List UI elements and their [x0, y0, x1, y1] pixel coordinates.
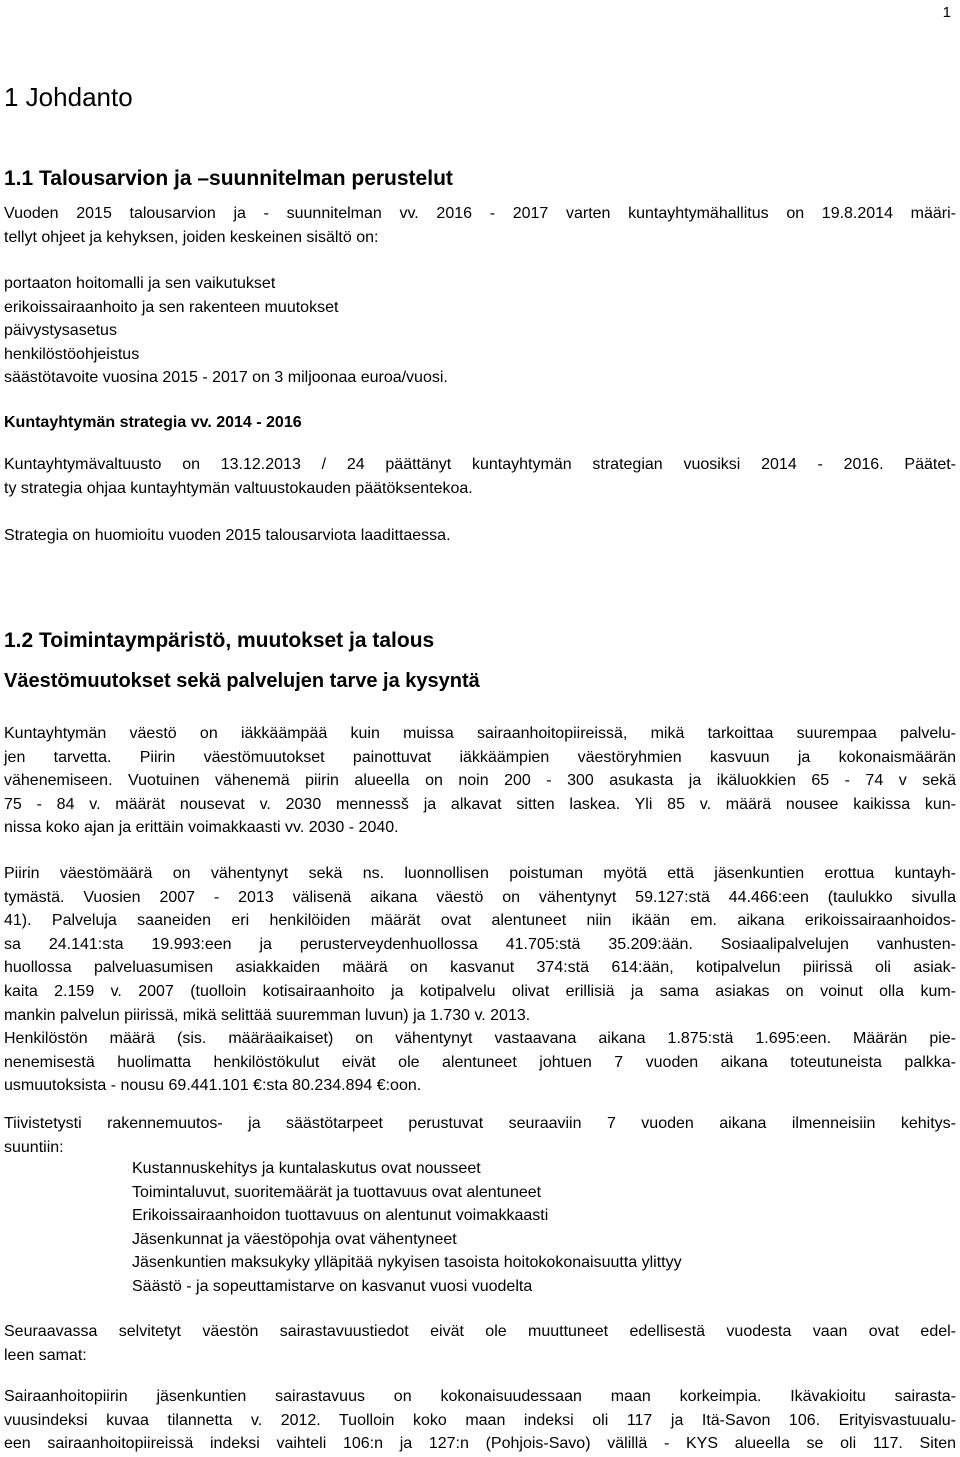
text-line: Seuraavassa selvitetyt väestön sairastavuustiedot eivät ole muuttuneet edellisestä vuodesta vaan ovat edel-: [4, 1323, 956, 1340]
text-line: vähenemiseen. Vuotuinen vähenemä piirin alueella on noin 200 - 300 asukasta ja ikäluokkien 65 - 74 v sekä: [4, 772, 956, 790]
text-line: 41). Palveluja saaneiden eri henkilöiden määrät ovat alentuneet niin ikään em. aikana erikoissairaanhoidos-: [4, 912, 956, 930]
list-item: säästötavoite vuosina 2015 - 2017 on 3 miljoonaa euroa/vuosi.: [4, 369, 448, 387]
text-line: vuusindeksi kuvaa tilannetta v. 2012. Tuolloin koko maan indeksi oli 117 ja Itä-Savon 106. Erityisvastuualu-: [4, 1411, 956, 1429]
text-line: een sairaanhoitopiireissä indeksi vaihteli 106:n ja 127:n (Pohjois-Savo) välillä - KYS alueella se oli 117. Siten: [4, 1435, 956, 1453]
list-item: päivystysasetus: [4, 322, 117, 340]
list-item: erikoissairaanhoito ja sen rakenteen muutokset: [4, 298, 339, 316]
text-line: usmuutoksista - nousu 69.441.101 €:sta 80.234.894 €:oon.: [4, 1077, 422, 1095]
section-heading-1-1: 1.1 Talousarvion ja –suunnitelman perustelut: [4, 167, 453, 190]
text-line: leen samat:: [4, 1346, 87, 1364]
strategy-paragraph: [4, 453, 956, 500]
text-line: jen tarvetta. Piirin väestömuutokset painottuvat iäkkäämpien väestöryhmien kasvuun ja kokonaismäärän: [4, 748, 956, 766]
list-item: Jäsenkuntien maksukyky ylläpitää nykyisen tasoista hoitokokonaisuutta ylittyy: [132, 1254, 682, 1272]
intro-paragraph: [4, 202, 956, 249]
list-item: Säästö - ja sopeuttamistarve on kasvanut vuosi vuodelta: [132, 1277, 533, 1295]
list-item: Jäsenkunnat ja väestöpohja ovat vähentyneet: [132, 1230, 457, 1248]
text-line: Piirin väestömäärä on vähentynyt sekä ns. luonnollisen poistuman myötä että jäsenkuntien erottua kuntayh-: [4, 865, 956, 882]
page-number: 1: [942, 4, 951, 21]
subsection-heading: Väestömuutokset sekä palvelujen tarve ja kysyntä: [4, 670, 480, 692]
text-line: Henkilöstön määrä (sis. määräaikaiset) on vähentynyt vastaavana aikana 1.875:stä 1.695:een. Määrän pie-: [4, 1030, 956, 1048]
morbidity-paragraph: [4, 1385, 956, 1456]
text-line: Tiivistetysti rakennemuutos- ja säästötarpeet perustuvat seuraaviin 7 vuoden aikana ilmenneisiin kehitys-: [4, 1115, 956, 1132]
text-line: mankin palvelun piirissä, mikä selittää suuremman luvun) ja 1.730 v. 2013.: [4, 1006, 531, 1024]
strategy-heading-text: Kuntayhtymän strategia vv. 2014 - 2016: [4, 414, 302, 431]
text-line: suuntiin:: [4, 1138, 64, 1156]
morbidity-intro-paragraph: [4, 1320, 956, 1367]
strategy-heading: [4, 411, 956, 435]
list-item: henkilöstöohjeistus: [4, 345, 140, 363]
list-item: Erikoissairaanhoidon tuottavuus on alentunut voimakkaasti: [132, 1207, 549, 1225]
trend-list: [4, 1157, 956, 1299]
list-item: Toimintaluvut, suoritemäärät ja tuottavuus ovat alentuneet: [132, 1183, 542, 1201]
text-line: nissa koko ajan ja erittäin voimakkaasti vv. 2030 - 2040.: [4, 819, 399, 837]
list-item: Kustannuskehitys ja kuntalaskutus ovat nousseet: [132, 1160, 481, 1177]
text-line: tellyt ohjeet ja kehyksen, joiden keskeinen sisältö on:: [4, 228, 379, 246]
chapter-heading: 1 Johdanto: [4, 82, 133, 112]
list-item: portaaton hoitomalli ja sen vaikutukset: [4, 275, 276, 292]
text-line: huollossa palveluasumisen asiakkaiden määrä on kasvanut 374:stä 614:ään, kotipalvelun piirissä oli asiak-: [4, 959, 956, 977]
text-line: Sairaanhoitopiirin jäsenkuntien sairastavuus on kokonaisuudessaan maan korkeimpia. Ikävakioitu sairasta-: [4, 1388, 956, 1405]
text-line: kaita 2.159 v. 2007 (tuolloin kotisairaanhoito ja kotipalvelu olivat erillisiä ja sama asiakas on voinut olla kum-: [4, 982, 956, 1000]
text-line: Strategia on huomioitu vuoden 2015 talousarviota laadittaessa.: [4, 527, 451, 544]
text-line: nenemisestä huolimatta henkilöstökulut eivät ole alentuneet johtuen 7 vuoden aikana toteutuneista palkka-: [4, 1053, 956, 1071]
section-heading-1-2: 1.2 Toimintaympäristö, muutokset ja talous: [4, 629, 435, 652]
text-line: 75 - 84 v. määrät nousevat v. 2030 mennessš ja alkavat sitten laskea. Yli 85 v. määrä nousee kaikissa kun-: [4, 795, 956, 813]
text-line: Kuntayhtymän väestö on iäkkäämpää kuin muissa sairaanhoitopiireissä, mikä tarkoittaa suurempaa palvelu-: [4, 725, 956, 742]
text-line: Vuoden 2015 talousarvion ja - suunnitelman vv. 2016 - 2017 varten kuntayhtymähallitus on 19.8.2014 määri-: [4, 205, 956, 222]
text-line: ty strategia ohjaa kuntayhtymän valtuustokauden päätöksentekoa.: [4, 479, 473, 497]
text-line: Kuntayhtymävaltuusto on 13.12.2013 / 24 päättänyt kuntayhtymän strategian vuosiksi 2014 - 2016. Päätet-: [4, 456, 956, 473]
text-line: tymästä. Vuosien 2007 - 2013 välisenä aikana väestö on vähentynyt 59.127:stä 44.466:een (taulukko sivulla: [4, 888, 956, 906]
population-decline-paragraph: [4, 862, 956, 1098]
population-paragraph: [4, 722, 956, 840]
strategy-note: [4, 524, 956, 548]
text-line: sa 24.141:sta 19.993:een ja perusterveydenhuollossa 41.705:stä 35.209:ään. Sosiaalipalvelujen vanhusten-: [4, 935, 956, 953]
summary-paragraph: [4, 1112, 956, 1159]
guideline-list: [4, 272, 956, 390]
